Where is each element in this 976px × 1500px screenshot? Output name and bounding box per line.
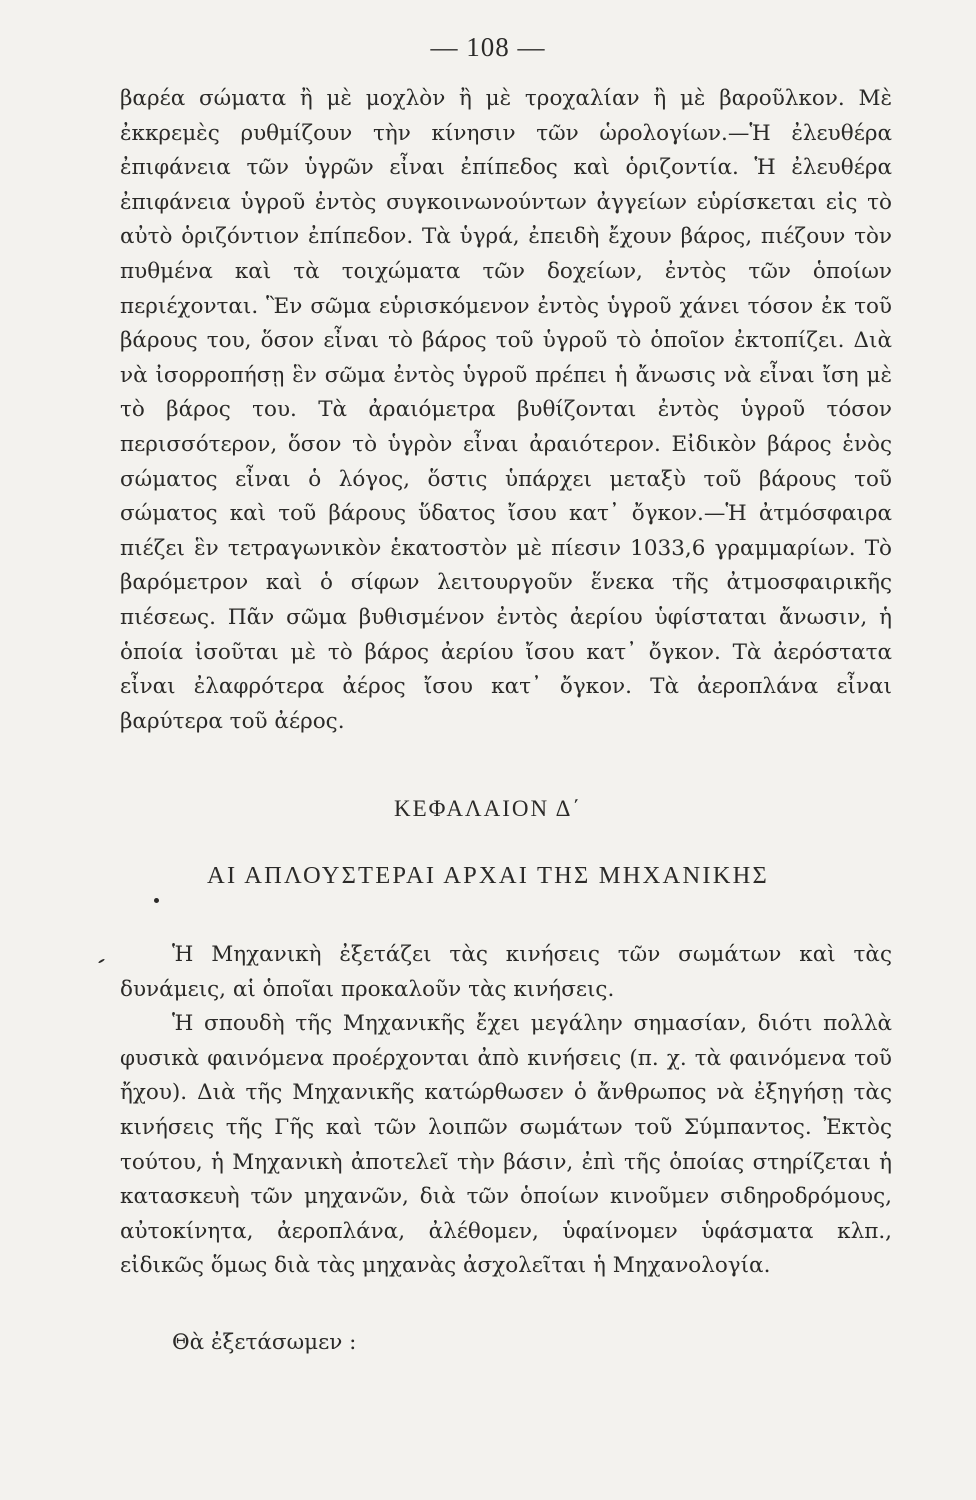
ink-speck — [98, 958, 105, 963]
definition-paragraph: Ἡ Μηχανικὴ ἐξετάζει τὰς κινήσεις τῶν σωμάτων καὶ τὰς δυνάμεις, αἱ ὁποῖαι προκαλοῦν τὰς κινήσεις. — [120, 942, 892, 1002]
page-number: — 108 — — [430, 32, 546, 62]
chapter-title: ΑΙ ΑΠΛΟΥΣΤΕΡΑΙ ΑΡΧΑΙ ΤΗΣ ΜΗΧΑΝΙΚΗΣ — [207, 862, 769, 889]
ink-speck — [154, 898, 159, 903]
chapter-label: ΚΕΦΑΛΑΙΟΝ Δ΄ — [393, 796, 583, 821]
section-paragraph-block — [120, 938, 892, 1284]
top-paragraph-block — [120, 82, 892, 739]
importance-paragraph: Ἡ σπουδὴ τῆς Μηχανικῆς ἔχει μεγάλην σημασίαν, διότι πολλὰ φυσικὰ φαινόμενα προέρχονται ἀπὸ κινήσεις (π. χ. τὰ φαινόμενα τοῦ ἤχου). Διὰ τῆς Μηχανικῆς κατώρθωσεν ὁ ἄνθρωπος νὰ ἐξηγήσῃ τὰς κινήσεις τῆς Γῆς καὶ τῶν λοιπῶν σωμάτων τοῦ Σύμπαντος. Ἐκτὸς τούτου, ἡ Μηχανικὴ ἀποτελεῖ τὴν βάσιν, ἐπὶ τῆς ὁποίας στηρίζεται ἡ κατασκευὴ τῶν μηχανῶν, διὰ τῶν ὁποίων κινοῦμεν σιδηροδρόμους, αὐτοκίνητα, ἀεροπλάνα, ἀλέθομεν, ὑφαίνομεν ὑφάσματα κλπ., εἰδικῶς ὅμως διὰ τὰς μηχανὰς ἀσχολεῖται ἡ Μηχανολογία. — [120, 1011, 892, 1279]
summary-paragraph: βαρέα σώματα ἢ μὲ μοχλὸν ἢ μὲ τροχαλίαν ἢ μὲ βαροῦλκον. Μὲ ἐκκρεμὲς ρυθμίζουν τὴν κίνησιν τῶν ὡρολογίων.—Ἡ ἐλευθέρα ἐπιφάνεια τῶν ὑγρῶν εἶναι ἐπίπεδος καὶ ὁριζοντία. Ἡ ἐλευθέρα ἐπιφάνεια ὑγροῦ ἐντὸς συγκοινωνούντων ἀγγείων εὑρίσκεται εἰς τὸ αὐτὸ ὁριζόντιον ἐπίπεδον. Τὰ ὑγρά, ἐπειδὴ ἔχουν βάρος, πιέζουν τὸν πυθμένα καὶ τὰ τοιχώματα τῶν δοχείων, ἐντὸς τῶν ὁποίων περιέχονται. Ἓν σῶμα εὑρισκόμενον ἐντὸς ὑγροῦ χάνει τόσον ἐκ τοῦ βάρους του, ὅσον εἶναι τὸ βάρος τοῦ ὑγροῦ τὸ ὁποῖον ἐκτοπίζει. Διὰ νὰ ἰσορροπήσῃ ἓν σῶμα ἐντὸς ὑγροῦ πρέπει ἡ ἄνωσις νὰ εἶναι ἴση μὲ τὸ βάρος του. Τὰ ἀραιόμετρα βυθίζονται ἐντὸς ὑγροῦ τόσον περισσότερον, ὅσον τὸ ὑγρὸν εἶναι ἀραιότερον. Εἰδικὸν βάρος ἑνὸς σώματος εἶναι ὁ λόγος, ὅστις ὑπάρχει μεταξὺ τοῦ βάρους τοῦ σώματος καὶ τοῦ βάρους ὕδατος ἴσου κατ᾽ ὄγκον.—Ἡ ἀτμόσφαιρα πιέζει ἓν τετραγωνικὸν ἑκατοστὸν μὲ πίεσιν 1033,6 γραμμαρίων. Τὸ βαρόμετρον καὶ ὁ σίφων λειτουργοῦν ἕνεκα τῆς ἀτμοσφαιρικῆς πιέσεως. Πᾶν σῶμα βυθισμένον ἐντὸς ἀερίου ὑφίσταται ἄνωσιν, ἡ ὁποία ἰσοῦται μὲ τὸ βάρος ἀερίου ἴσου κατ᾽ ὄγκον. Τὰ ἀερόστατα εἶναι ἐλαφρότερα ἀέρος ἴσου κατ᾽ ὄγκον. Τὰ ἀεροπλάνα εἶναι βαρύτερα τοῦ ἀέρος. — [120, 86, 892, 734]
closing-line: Θὰ ἐξετάσωμεν : — [172, 1330, 357, 1355]
